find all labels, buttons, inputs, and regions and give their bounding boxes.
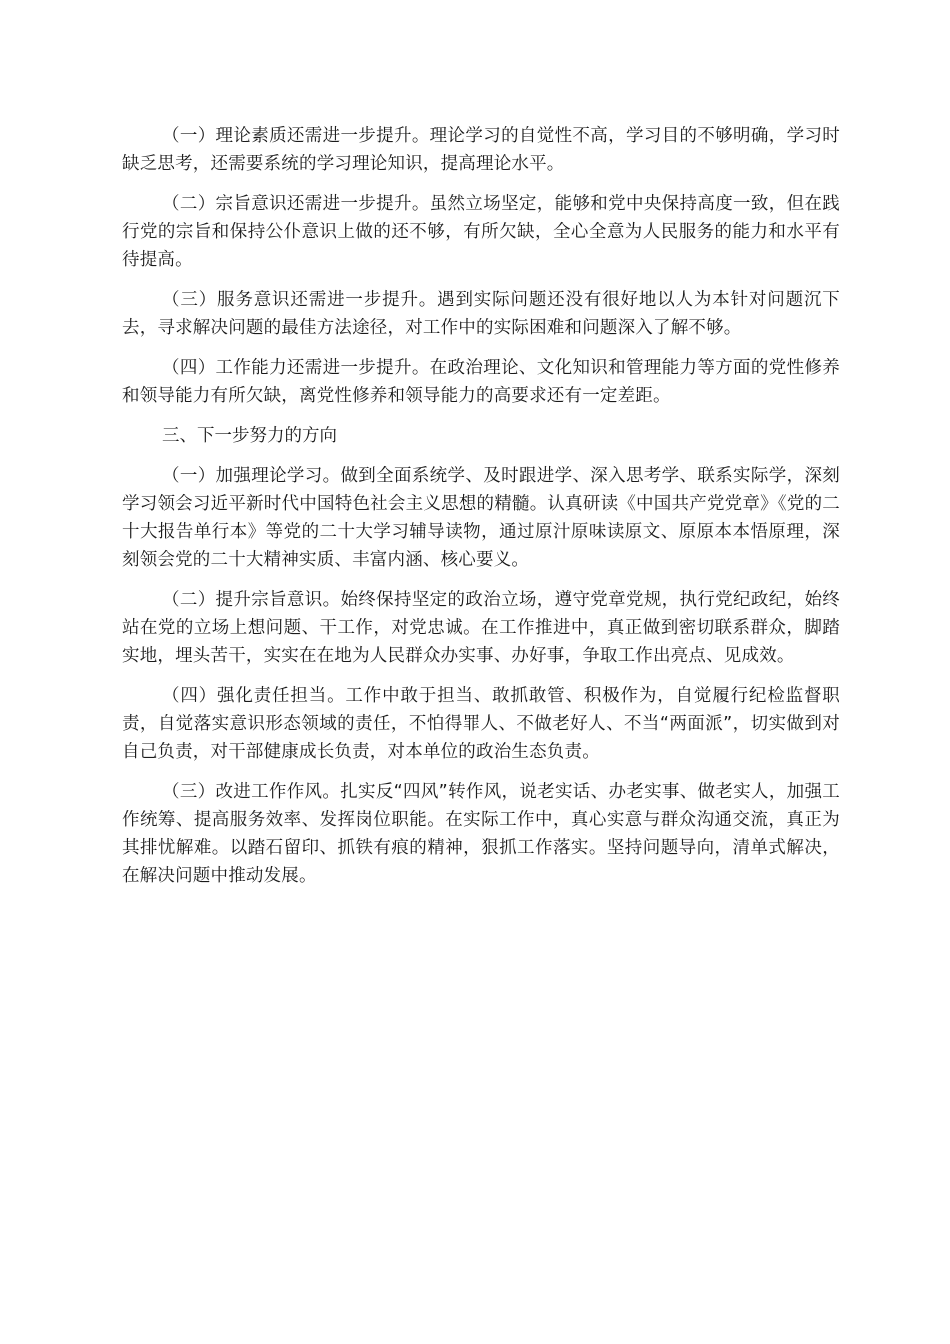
paragraph-work-ability: （四）工作能力还需进一步提升。在政治理论、文化知识和管理能力等方面的党性修养和领导能力有所欠缺，离党性修养和领导能力的高要求还有一定差距。 <box>122 358 840 406</box>
paragraph-strengthen-theory: （一）加强理论学习。做到全面系统学、及时跟进学、深入思考学、联系实际学，深刻学习领会习近平新时代中国特色社会主义思想的精髓。认真研读《中国共产党党章》《党的二十大报告单行本》等党的二十大学习辅导读物，通过原汁原味读原文、原原本本悟原理，深刻领会党的二十大精神实质、丰富内涵、核心要义。 <box>122 466 840 570</box>
paragraph-service-awareness: （三）服务意识还需进一步提升。遇到实际问题还没有很好地以人为本针对问题沉下去，寻求解决问题的最佳方法途径，对工作中的实际困难和问题深入了解不够。 <box>122 290 840 338</box>
paragraph-work-style: （三）改进工作作风。扎实反“四风”转作风，说老实话、办老实事、做老实人，加强工作统筹、提高服务效率、发挥岗位职能。在实际工作中，真心实意与群众沟通交流，真正为其排忧解难。以踏石留印、抓铁有痕的精神，狠抓工作落实。坚持问题导向，清单式解决，在解决问题中推动发展。 <box>122 782 840 886</box>
paragraph-improve-purpose: （二）提升宗旨意识。始终保持坚定的政治立场，遵守党章党规，执行党纪政纪，始终站在党的立场上想问题、干工作，对党忠诚。在工作推进中，真正做到密切联系群众，脚踏实地，埋头苦干，实实在在地为人民群众办实事、办好事，争取工作出亮点、见成效。 <box>122 590 840 666</box>
section-heading: 三、下一步努力的方向 <box>162 426 337 446</box>
document-body <box>122 122 840 902</box>
paragraph-theory-quality: （一）理论素质还需进一步提升。理论学习的自觉性不高，学习目的不够明确，学习时缺乏思考，还需要系统的学习理论知识，提高理论水平。 <box>122 126 840 174</box>
paragraph-purpose-awareness: （二）宗旨意识还需进一步提升。虽然立场坚定，能够和党中央保持高度一致，但在践行党的宗旨和保持公仆意识上做的还不够，有所欠缺，全心全意为人民服务的能力和水平有待提高。 <box>122 194 840 270</box>
paragraph-responsibility: （四）强化责任担当。工作中敢于担当、敢抓敢管、积极作为，自觉履行纪检监督职责，自觉落实意识形态领域的责任，不怕得罪人、不做老好人、不当“两面派”，切实做到对自己负责，对干部健康成长负责，对本单位的政治生态负责。 <box>122 686 840 762</box>
